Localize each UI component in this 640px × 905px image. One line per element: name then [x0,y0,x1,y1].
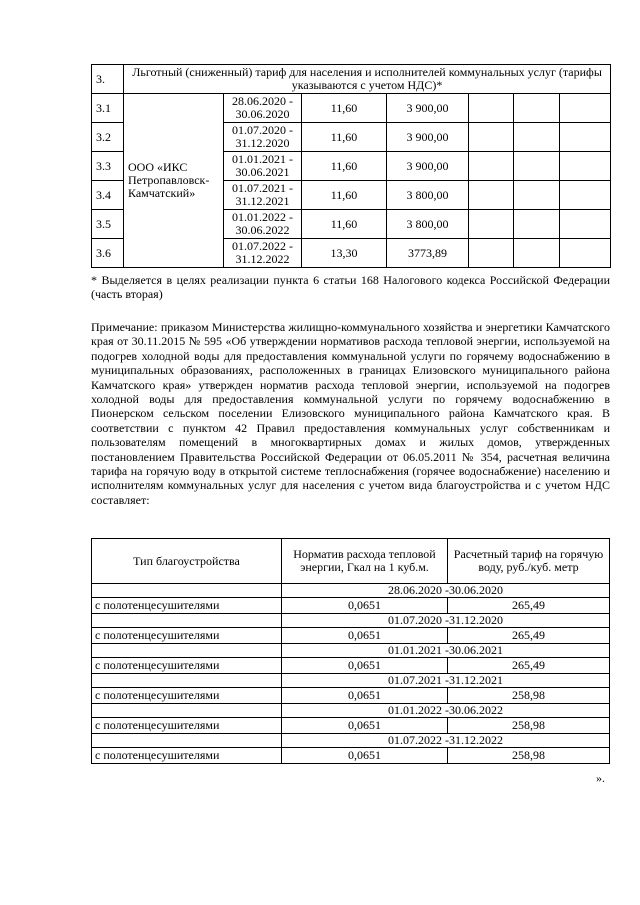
tariff-section-header [92,65,611,94]
period-row [92,584,610,598]
empty-cell [92,644,282,658]
rate: 11,60 [302,123,387,152]
norm-cell: 0,0651 [282,688,448,704]
period-row [92,704,610,718]
rate: 13,30 [302,239,387,268]
tariff-cell: 258,98 [448,688,610,704]
period-label: 01.07.2020 -31.12.2020 [282,614,610,628]
empty-cell [92,614,282,628]
empty-cell [560,123,611,152]
period-label: 01.07.2021 -31.12.2021 [282,674,610,688]
empty-cell [514,152,560,181]
norm-cell: 0,0651 [282,658,448,674]
value: 3773,89 [387,239,469,268]
empty-cell [514,123,560,152]
value: 3 800,00 [387,210,469,239]
table-row [92,658,610,674]
empty-cell [92,704,282,718]
empty-cell [92,734,282,748]
table-row [92,94,611,123]
table-row [92,748,610,764]
header-type: Тип благоустройства [92,539,282,584]
empty-cell [514,181,560,210]
period: 01.07.2022 - 31.12.2022 [224,239,302,268]
period: 01.07.2020 - 31.12.2020 [224,123,302,152]
empty-cell [560,239,611,268]
period: 01.01.2021 - 30.06.2021 [224,152,302,181]
period-label: 01.01.2021 -30.06.2021 [282,644,610,658]
rate: 11,60 [302,210,387,239]
section-number: 3. [92,65,124,94]
period-label: 01.07.2022 -31.12.2022 [282,734,610,748]
empty-cell [92,674,282,688]
value: 3 900,00 [387,123,469,152]
period: 01.07.2021 - 31.12.2021 [224,181,302,210]
rate: 11,60 [302,152,387,181]
empty-cell [469,210,514,239]
type-cell: с полотенцесушителями [92,748,282,764]
tariff-cell: 265,49 [448,598,610,614]
table-row [92,688,610,704]
table-row [92,628,610,644]
header-norm: Норматив расхода тепловой энергии, Гкал на 1 куб.м. [282,539,448,584]
period: 28.06.2020 - 30.06.2020 [224,94,302,123]
norm-cell: 0,0651 [282,628,448,644]
header-tariff: Расчетный тариф на горячую воду, руб./куб. метр [448,539,610,584]
section-title: Льготный (сниженный) тариф для населения и исполнителей коммунальных услуг (тарифы указываются с учетом НДС)* [124,65,611,94]
empty-cell [514,239,560,268]
table-row [92,718,610,734]
note-paragraph: Примечание: приказом Министерства жилищно-коммунального хозяйства и энергетики Камчатского края от 30.11.2015 № 595 «Об утверждении нормативов расхода тепловой энергии, используемой на подогрев холодной воды для предоставления коммунальной услуги по горячему водоснабжению в муниципальных образованиях, расположенных в границах Елизовского муниципального района Камчатского края» утвержден норматив расхода тепловой энергии, используемой на подогрев холодной воды для предоставления коммунальной услуги по горячему водоснабжению в Пионерском сельском поселении Елизовского муниципального района Камчатского края. В соответствии с пунктом 42 Правил предоставления коммунальных услуг собственникам и пользователям помещений в многоквартирных домах и жилых домов, утвержденных постановлением Правительства Российской Федерации от 06.05.2011 № 354, расчетная величина тарифа на горячую воду в открытой системе теплоснабжения (горячее водоснабжение) населению и исполнителям коммунальных услуг для населения с учетом вида благоустройства и с учетом НДС составляет: [91,320,610,507]
empty-cell [469,94,514,123]
empty-cell [469,152,514,181]
period-row [92,734,610,748]
period-label: 28.06.2020 -30.06.2020 [282,584,610,598]
type-cell: с полотенцесушителями [92,598,282,614]
provider-name: ООО «ИКС Петропавловск-Камчатский» [124,94,224,268]
row-number: 3.6 [92,239,124,268]
tariff-cell: 258,98 [448,748,610,764]
period: 01.01.2022 - 30.06.2022 [224,210,302,239]
type-cell: с полотенцесушителями [92,688,282,704]
value: 3 800,00 [387,181,469,210]
calc-table-header [92,539,610,584]
row-number: 3.2 [92,123,124,152]
norm-cell: 0,0651 [282,718,448,734]
row-number: 3.3 [92,152,124,181]
table-row [92,598,610,614]
type-cell: с полотенцесушителями [92,658,282,674]
row-number: 3.4 [92,181,124,210]
row-number: 3.1 [92,94,124,123]
tariff-cell: 258,98 [448,718,610,734]
period-label: 01.01.2022 -30.06.2022 [282,704,610,718]
empty-cell [469,123,514,152]
empty-cell [469,239,514,268]
type-cell: с полотенцесушителями [92,718,282,734]
rate: 11,60 [302,181,387,210]
footnote: * Выделяется в целях реализации пункта 6 статьи 168 Налогового кодекса Российской Федерации (часть вторая) [91,273,610,301]
empty-cell [469,181,514,210]
tariff-cell: 265,49 [448,628,610,644]
row-number: 3.5 [92,210,124,239]
period-row [92,644,610,658]
tariff-table [91,64,611,268]
calc-table [91,538,610,764]
period-row [92,614,610,628]
closing-quote: ». [596,771,605,785]
tariff-cell: 265,49 [448,658,610,674]
empty-cell [514,94,560,123]
empty-cell [514,210,560,239]
value: 3 900,00 [387,152,469,181]
value: 3 900,00 [387,94,469,123]
type-cell: с полотенцесушителями [92,628,282,644]
empty-cell [92,584,282,598]
empty-cell [560,94,611,123]
empty-cell [560,152,611,181]
period-row [92,674,610,688]
norm-cell: 0,0651 [282,748,448,764]
rate: 11,60 [302,94,387,123]
empty-cell [560,210,611,239]
norm-cell: 0,0651 [282,598,448,614]
empty-cell [560,181,611,210]
